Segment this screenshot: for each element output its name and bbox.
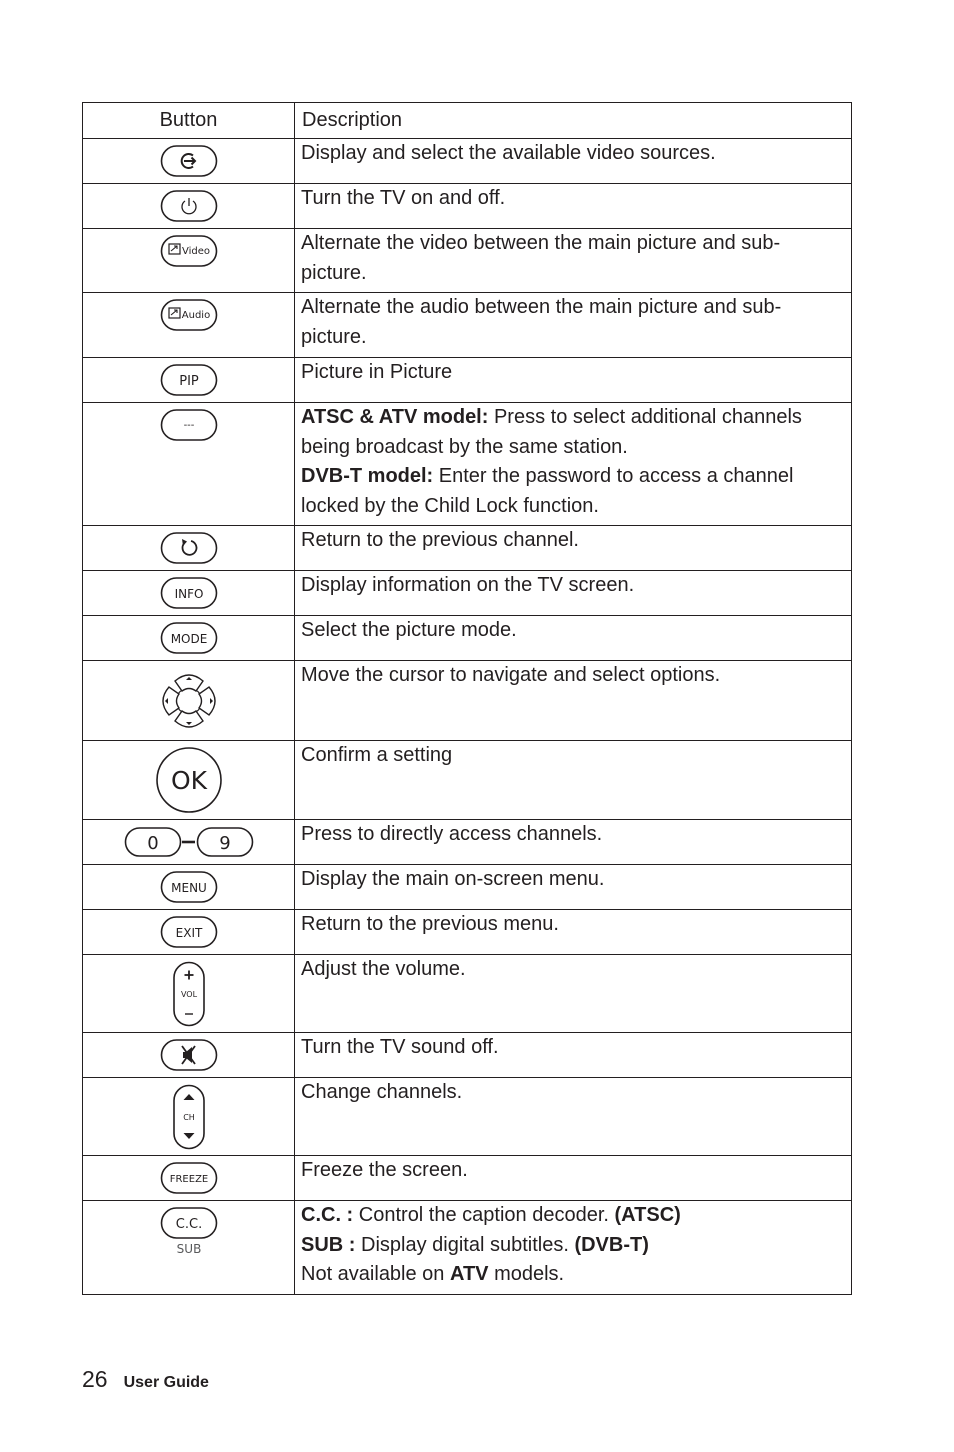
pip-button-icon — [160, 363, 218, 397]
mode-button-icon — [160, 621, 218, 655]
table-row — [83, 526, 852, 571]
svg-text:INFO: INFO — [174, 587, 203, 601]
table-row — [83, 358, 852, 403]
svg-text:EXIT: EXIT — [175, 926, 202, 940]
svg-text:VOL: VOL — [180, 990, 197, 999]
svg-text:9: 9 — [218, 833, 231, 854]
table-row — [83, 139, 852, 184]
column-header-button: Button — [83, 103, 295, 139]
column-header-description: Description — [295, 103, 852, 139]
row-description: Display information on the TV screen. — [295, 571, 852, 616]
footer-title: User Guide — [123, 1374, 209, 1391]
page-footer — [82, 1366, 209, 1393]
table-row — [83, 741, 852, 820]
return-channel-icon — [160, 531, 218, 565]
menu-button-icon — [160, 870, 218, 904]
svg-text:FREEZE: FREEZE — [169, 1174, 208, 1185]
row-description: Display and select the available video sources. — [295, 139, 852, 184]
table-row — [83, 616, 852, 661]
table-row — [83, 910, 852, 955]
channel-rocker-icon — [172, 1084, 206, 1150]
number-buttons-icon — [124, 825, 254, 859]
row-description: Adjust the volume. — [295, 955, 852, 1033]
navigation-pad-icon — [155, 667, 223, 735]
row-description: Alternate the audio between the main picture and sub- picture. — [295, 293, 852, 358]
row-description: Change channels. — [295, 1078, 852, 1156]
table-row — [83, 1156, 852, 1201]
pip-audio-swap-icon — [160, 298, 218, 332]
svg-text:---: --- — [183, 420, 194, 431]
table-row — [83, 661, 852, 741]
table-row — [83, 1078, 852, 1156]
svg-text:C.C.: C.C. — [175, 1217, 202, 1232]
exit-button-icon — [160, 915, 218, 949]
svg-text:PIP: PIP — [178, 374, 199, 389]
dash-button-icon — [160, 408, 218, 442]
row-description: Picture in Picture — [295, 358, 852, 403]
table-row — [83, 865, 852, 910]
ok-button-icon — [155, 746, 223, 814]
table-row — [83, 1033, 852, 1078]
svg-text:SUB: SUB — [176, 1242, 201, 1256]
row-description: Return to the previous menu. — [295, 910, 852, 955]
table-header-row — [83, 103, 852, 139]
table-row — [83, 571, 852, 616]
svg-text:MENU: MENU — [170, 881, 207, 895]
row-description: ATSC & ATV model: Press to select additional channels being broadcast by the same station. DVB-T model: Enter the password to access a channel locked by the Child Lock function. — [295, 403, 852, 526]
power-icon — [160, 189, 218, 223]
svg-text:OK: OK — [170, 766, 207, 795]
input-source-icon — [160, 144, 218, 178]
row-description: Display the main on-screen menu. — [295, 865, 852, 910]
table-row — [83, 293, 852, 358]
row-description: Move the cursor to navigate and select options. — [295, 661, 852, 741]
svg-text:MODE: MODE — [170, 632, 207, 646]
volume-rocker-icon — [172, 961, 206, 1027]
table-row — [83, 1201, 852, 1295]
table-row — [83, 229, 852, 293]
row-description: Press to directly access channels. — [295, 820, 852, 865]
pip-video-swap-icon — [160, 234, 218, 268]
row-description: Confirm a setting — [295, 741, 852, 820]
button-description-table — [82, 102, 852, 1295]
table-row — [83, 403, 852, 526]
cc-sub-button-icon — [160, 1206, 218, 1258]
mute-icon — [160, 1038, 218, 1072]
freeze-button-icon — [160, 1161, 218, 1195]
row-description: Alternate the video between the main picture and sub- picture. — [295, 229, 852, 293]
row-description: C.C. : Control the caption decoder. (ATSC) SUB : Display digital subtitles. (DVB-T) Not available on ATV models. — [295, 1201, 852, 1295]
row-description: Return to the previous channel. — [295, 526, 852, 571]
table-row — [83, 820, 852, 865]
page-number: 26 — [82, 1366, 108, 1392]
info-button-icon — [160, 576, 218, 610]
svg-text:Audio: Audio — [181, 310, 210, 321]
row-description: Turn the TV sound off. — [295, 1033, 852, 1078]
table-row — [83, 955, 852, 1033]
row-description: Select the picture mode. — [295, 616, 852, 661]
svg-text:Video: Video — [181, 246, 210, 257]
table-row — [83, 184, 852, 229]
row-description: Turn the TV on and off. — [295, 184, 852, 229]
row-description: Freeze the screen. — [295, 1156, 852, 1201]
svg-text:CH: CH — [182, 1113, 195, 1122]
svg-text:0: 0 — [146, 833, 159, 854]
